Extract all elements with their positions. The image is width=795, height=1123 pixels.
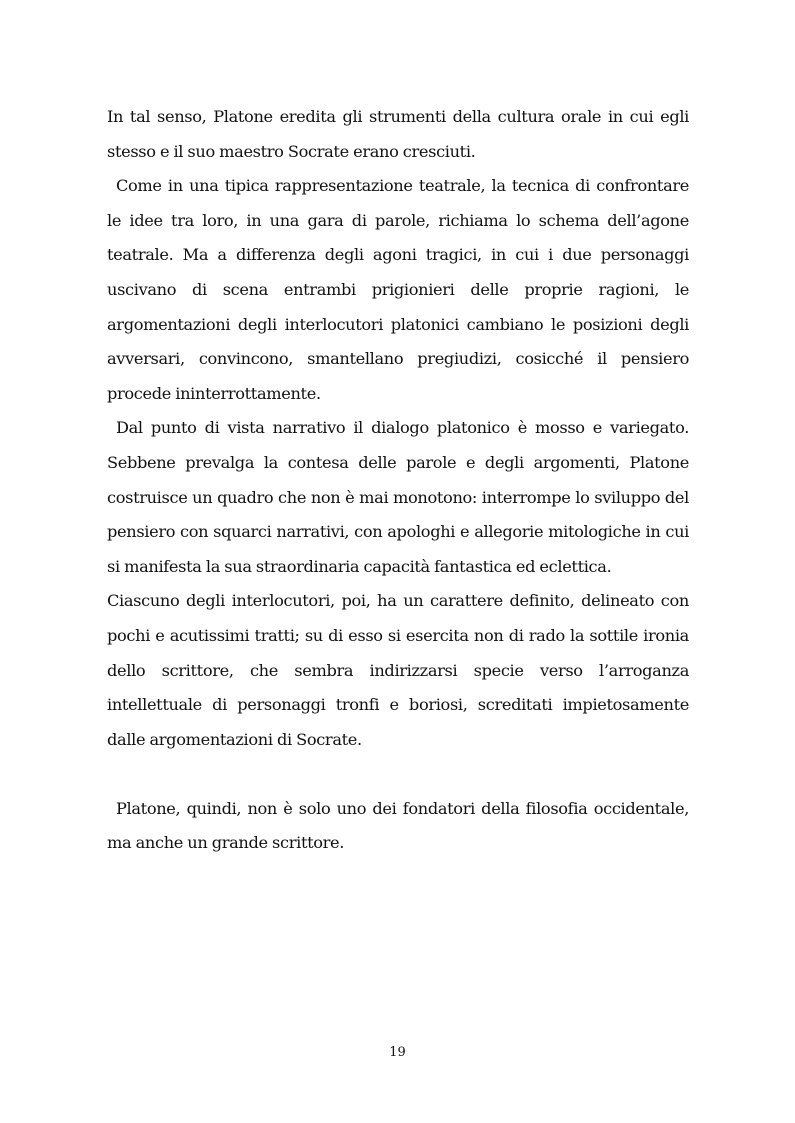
paragraph-2: Come in una tipica rappresentazione teatrale, la tecnica di confrontare le idee tra loro, in una gara di parole, richiama lo schema dell’agone teatrale. Ma a differenza degli agoni tragici, in cui i due personaggi uscivano di scena entrambi prigionieri delle proprie ragioni, le argomentazioni degli interlocutori platonici cambiano le posizioni degli avversari, convincono, smantellano pregiudizi, cosicché il pensiero procede ininterrottamente. xyxy=(107,176,689,403)
page-body xyxy=(107,100,689,861)
paragraph-5: Platone, quindi, non è solo uno dei fondatori della filosofia occidentale, ma anche un grande scrittore. xyxy=(107,798,689,853)
paragraph-spacer xyxy=(107,757,689,792)
paragraph-1: In tal senso, Platone eredita gli strumenti della cultura orale in cui egli stesso e il suo maestro Socrate erano cresciuti. xyxy=(107,107,689,161)
paragraph-3: Dal punto di vista narrativo il dialogo platonico è mosso e variegato. Sebbene prevalga la contesa delle parole e degli argomenti, Platone costruisce un quadro che non è mai monotono: interrompe lo sviluppo del pensiero con squarci narrativi, con apologhi e allegorie mitologiche in cui si manifesta la sua straordinaria capacità fantastica ed eclettica. xyxy=(107,418,689,576)
page-number: 19 xyxy=(389,1045,406,1060)
paragraph-4: Ciascuno degli interlocutori, poi, ha un carattere definito, delineato con pochi e acutissimi tratti; su di esso si esercita non di rado la sottile ironia dello scrittore, che sembra indirizzarsi specie verso l’arroganza intellettuale di personaggi tronfi e boriosi, screditati impietosamente dalle argomentazioni di Socrate. xyxy=(107,591,689,749)
